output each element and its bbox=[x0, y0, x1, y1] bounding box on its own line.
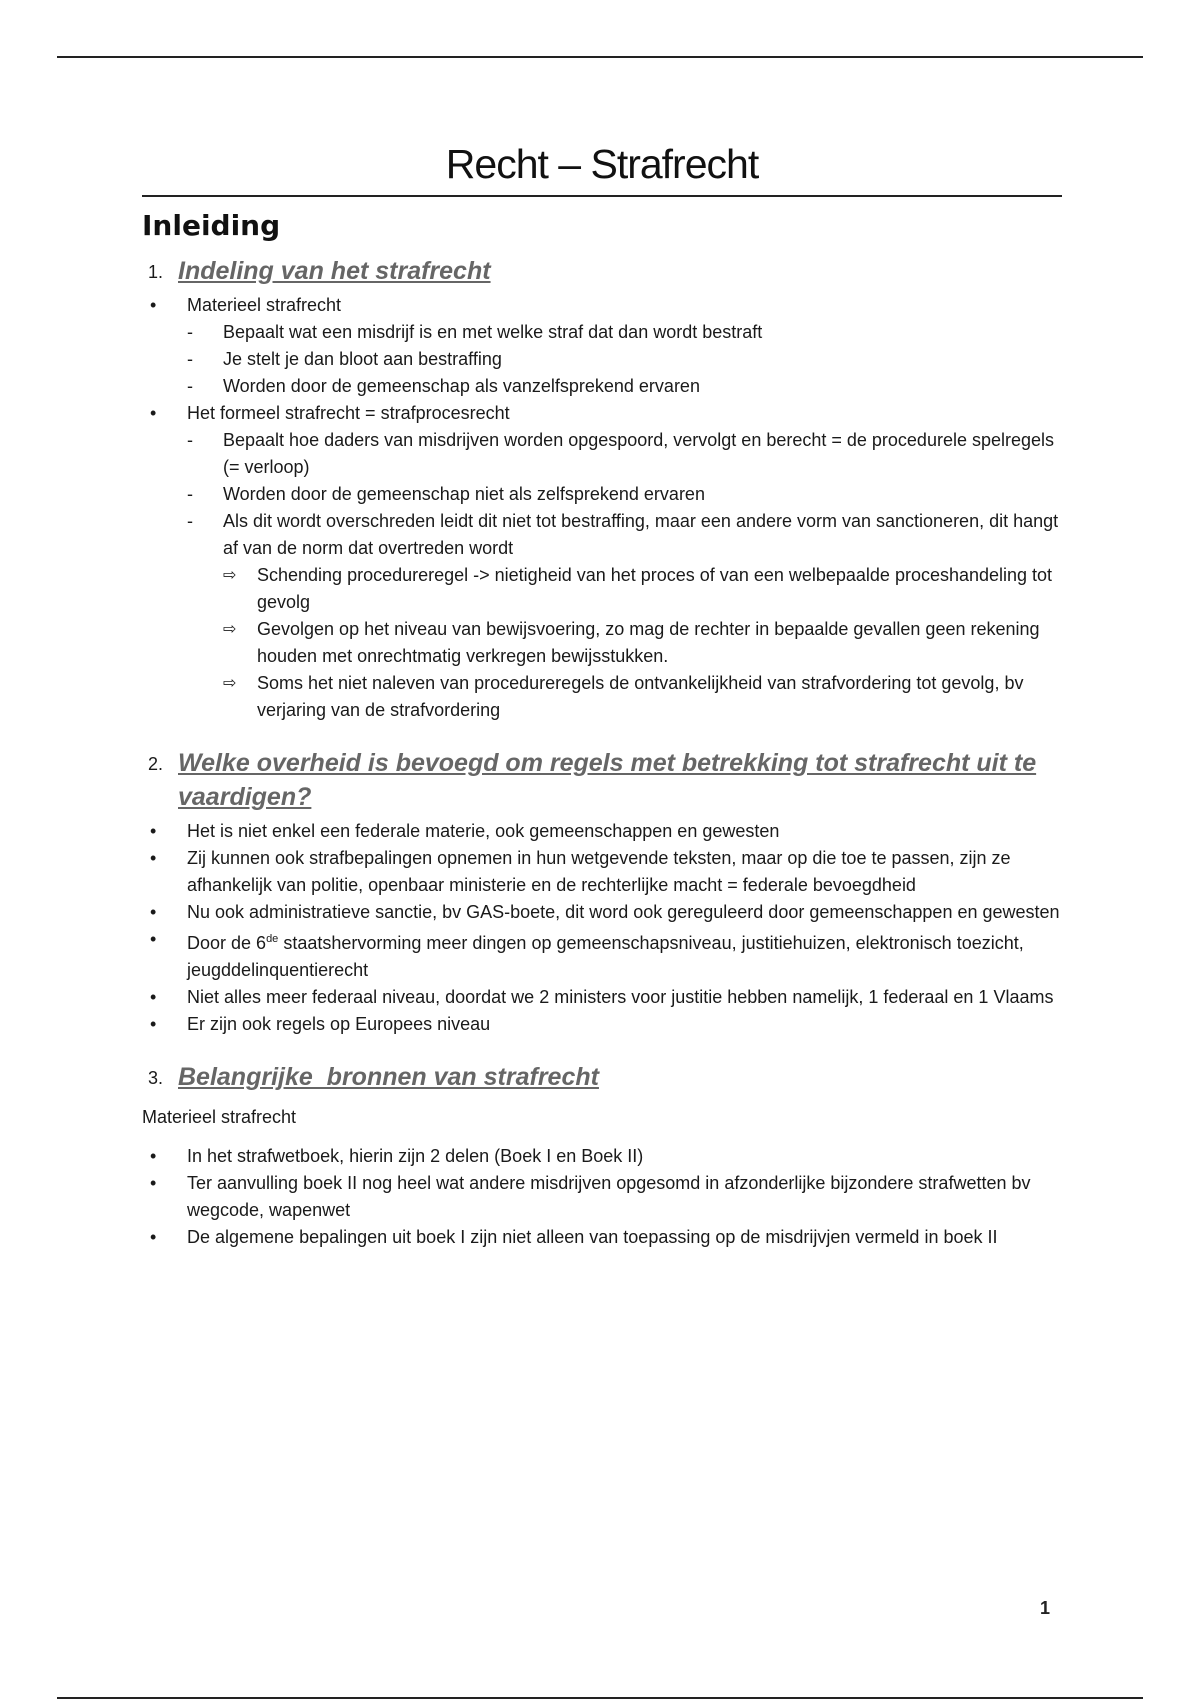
bullet-item: • De algemene bepalingen uit boek I zijn niet alleen van toepassing op de misdrijvjen vermeld in boek II bbox=[142, 1224, 1062, 1251]
section-number: 3. bbox=[148, 1068, 164, 1089]
bullet-item: • Het is niet enkel een federale materie, ook gemeenschappen en gewesten bbox=[142, 818, 1062, 845]
bullet-item bbox=[142, 926, 1062, 984]
sub-item: - Bepaalt wat een misdrijf is en met welke straf dat dan wordt bestraft bbox=[187, 319, 1062, 346]
page-bottom-rule bbox=[57, 1697, 1143, 1699]
section-3-list bbox=[142, 1143, 1062, 1251]
arrow-list bbox=[223, 562, 1062, 724]
sub-item: - Worden door de gemeenschap niet als zelfsprekend ervaren bbox=[187, 481, 1062, 508]
section-2-heading bbox=[142, 746, 1062, 814]
page-top-rule bbox=[57, 56, 1143, 58]
bullet-item: • Nu ook administratieve sanctie, bv GAS-boete, dit word ook gereguleerd door gemeenschappen en gewesten bbox=[142, 899, 1062, 926]
bullet-text-post: staatshervorming meer dingen op gemeenschapsniveau, justitiehuizen, elektronisch toezicht, jeugddelinquentierecht bbox=[187, 933, 1024, 981]
chapter-heading: Inleiding bbox=[142, 209, 281, 243]
section-1-heading bbox=[142, 254, 1062, 288]
arrow-item-text: Gevolgen op het niveau van bewijsvoering, zo mag de rechter in bepaalde gevallen geen rekening houden met onrechtmatig verkregen bewijsstukken. bbox=[257, 619, 1040, 667]
section-1-list bbox=[142, 292, 1062, 724]
sub-item: - Je stelt je dan bloot aan bestraffing bbox=[187, 346, 1062, 373]
arrow-right-icon: ⇨ bbox=[223, 567, 237, 585]
arrow-item-text: Schending procedureregel -> nietigheid van het proces of van een welbepaalde proceshandeling tot gevolg bbox=[257, 565, 1053, 613]
section-3-heading bbox=[142, 1060, 1062, 1094]
bullet-text-pre: Door de 6 bbox=[187, 933, 267, 954]
sub-list bbox=[187, 427, 1062, 724]
arrow-right-icon: ⇨ bbox=[223, 621, 237, 639]
section-title: Belangrijke bronnen van strafrecht bbox=[178, 1063, 599, 1092]
bullet-item bbox=[142, 400, 1062, 724]
bullet-text: Materieel strafrecht bbox=[187, 295, 342, 316]
section-number: 2. bbox=[148, 754, 164, 775]
arrow-item bbox=[223, 616, 1062, 670]
document-body bbox=[142, 140, 1062, 1251]
sub-item: - Bepaalt hoe daders van misdrijven worden opgespoord, vervolgt en berecht = de procedurele spelregels (= verloop) bbox=[187, 427, 1062, 481]
bullet-item: • Zij kunnen ook strafbepalingen opnemen in hun wetgevende teksten, maar op die toe te passen, zijn ze afhankelijk van politie, openbaar ministerie en de rechterlijke macht = federale bevoegdheid bbox=[142, 845, 1062, 899]
section-title: Welke overheid is bevoegd om regels met betrekking tot strafrecht uit te vaardigen? bbox=[178, 749, 1037, 812]
bullet-item: • Ter aanvulling boek II nog heel wat andere misdrijven opgesomd in afzonderlijke bijzondere strafwetten bv wegcode, wapenwet bbox=[142, 1170, 1062, 1224]
bullet-item bbox=[142, 292, 1062, 400]
bullet-text: Het formeel strafrecht = strafprocesrecht bbox=[187, 403, 510, 424]
arrow-right-icon: ⇨ bbox=[223, 675, 237, 693]
subheading: Materieel strafrecht bbox=[142, 1107, 297, 1128]
sub-item-text: Als dit wordt overschreden leidt dit niet tot bestraffing, maar een andere vorm van sanctioneren, dit hangt af van de norm dat overtreden wordt bbox=[223, 511, 1059, 559]
section-number: 1. bbox=[148, 262, 164, 283]
arrow-item bbox=[223, 670, 1062, 724]
section-2-list bbox=[142, 818, 1062, 1038]
bullet-item: • In het strafwetboek, hierin zijn 2 delen (Boek I en Boek II) bbox=[142, 1143, 1062, 1170]
sub-item: - Worden door de gemeenschap als vanzelfsprekend ervaren bbox=[187, 373, 1062, 400]
sub-list bbox=[187, 319, 1062, 400]
arrow-item bbox=[223, 562, 1062, 616]
arrow-item-text: Soms het niet naleven van procedureregels de ontvankelijkheid van strafvordering tot gevolg, bv verjaring van de strafvordering bbox=[257, 673, 1024, 721]
section-title: Indeling van het strafrecht bbox=[178, 257, 491, 286]
superscript: de bbox=[266, 933, 279, 946]
sub-item bbox=[187, 508, 1062, 724]
document-title: Recht – Strafrecht bbox=[142, 140, 1062, 197]
bullet-item: • Er zijn ook regels op Europees niveau bbox=[142, 1011, 1062, 1038]
page-number: 1 bbox=[1040, 1598, 1051, 1618]
bullet-item: • Niet alles meer federaal niveau, doordat we 2 ministers voor justitie hebben namelijk, 1 federaal en 1 Vlaams bbox=[142, 984, 1062, 1011]
